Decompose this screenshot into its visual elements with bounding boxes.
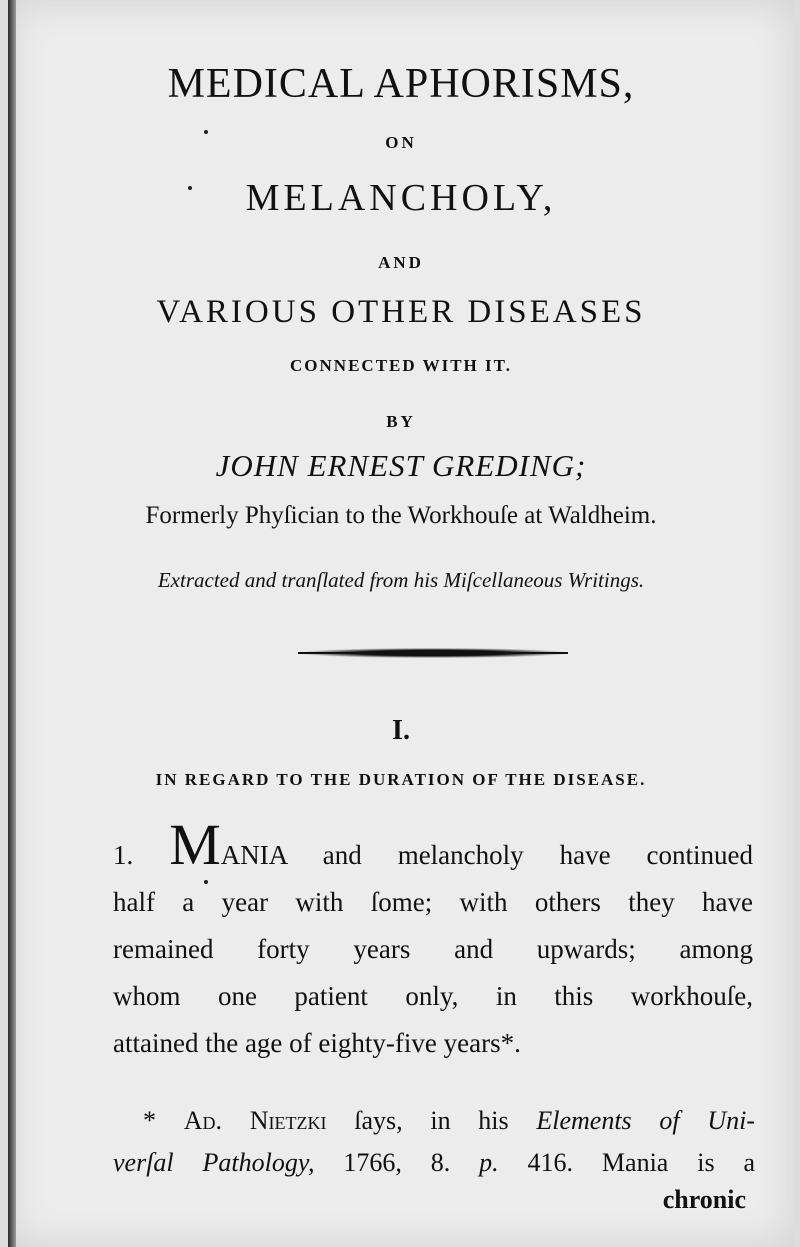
title-by: BY [386,412,416,431]
footnote-line-2 [113,1142,755,1184]
paragraph-number: 1. [113,840,134,870]
footnote-author: Ad. Nietzki [183,1106,327,1135]
footnote-text-2-end: 416. Mania is a [527,1148,755,1177]
footnote-line-1 [113,1100,755,1142]
paragraph-line-4: whom one patient only, in this workhouſe, [113,981,753,1011]
paragraph-line-3: remained forty years and upwards; among [113,934,753,964]
book-page [8,0,794,1247]
title-line-1: MEDICAL APHORISMS, [167,61,635,107]
catchword: chronic [662,1185,746,1214]
footnote-mark: * [143,1106,156,1135]
drop-cap: M [169,812,221,877]
ink-speck [204,130,208,134]
paragraph-line-2: half a year with ſome; with others they have [113,887,753,917]
paragraph-line-1-text: ANIA and melancholy have continued [220,840,753,870]
aphorism-paragraph [113,812,753,1067]
section-number: I. [392,715,410,746]
footnote-text-1: ſays, in his [354,1106,509,1135]
title-on: ON [385,133,417,152]
extract-note: Extracted and tranſlated from his Miſcellaneous Writings. [157,568,645,592]
title-and: AND [378,253,424,272]
footnote [113,1100,755,1184]
author-name: JOHN ERNEST GREDING; [215,448,587,483]
ink-speck [204,880,208,884]
footnote-book-title-2: verſal Pathology, [113,1148,315,1177]
paragraph-line-5: attained the age of eighty-five years*. [113,1028,521,1058]
footnote-book-title: Elements of Uni- [536,1106,756,1135]
title-line-4: CONNECTED WITH IT. [290,356,512,375]
title-line-2: MELANCHOLY, [245,177,557,219]
paragraph-line-1 [113,812,753,879]
footnote-p: p. [479,1148,499,1177]
ink-speck [188,186,192,190]
rule-line [298,652,568,654]
title-line-3: VARIOUS OTHER DISEASES [156,294,646,330]
author-role: Formerly Phyſician to the Workhouſe at Waldheim. [145,502,657,529]
section-heading: IN REGARD TO THE DURATION OF THE DISEASE. [155,770,647,789]
footnote-year: 1766, 8. [343,1148,451,1177]
